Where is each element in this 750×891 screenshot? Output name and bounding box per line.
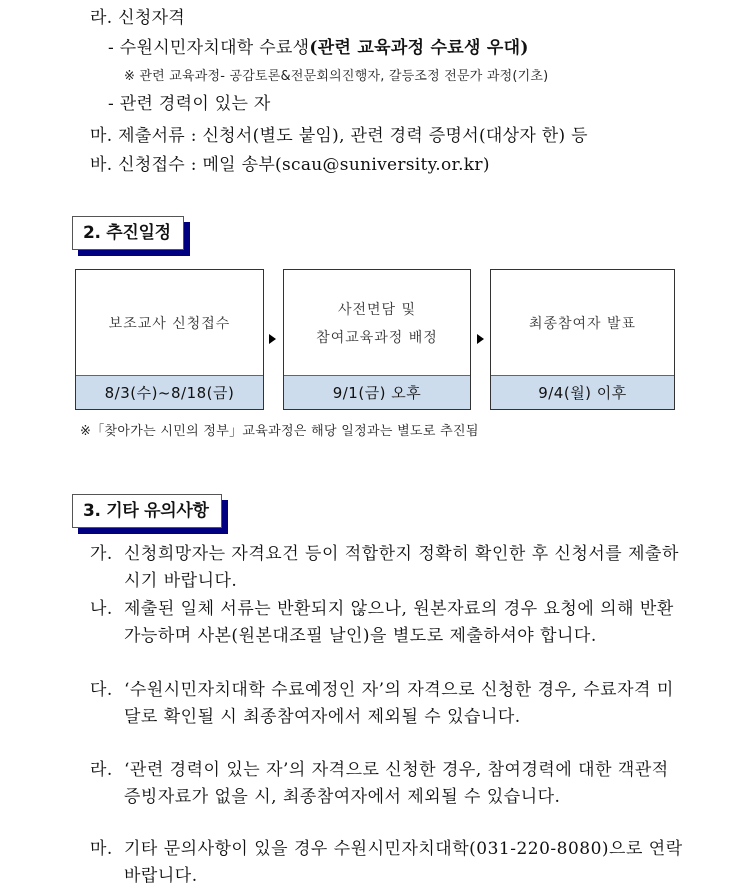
item-text: ‘관련 경력이 있는 자’의 자격으로 신청한 경우, 참여경력에 대한 객관적 증빙자료가 없을 시, 최종참여자에서 제외될 수 있습니다. [124, 760, 669, 807]
graduates-preference: (관련 교육과정 수료생 우대) [309, 38, 529, 58]
schedule-step-application [75, 269, 264, 410]
item-marker: 나. [90, 599, 113, 619]
item-marker: 마. [90, 839, 113, 859]
step-date: 9/4(월) 이후 [491, 375, 674, 409]
item-marker: 다. [90, 680, 113, 700]
step-date: 9/1(금) 오후 [284, 375, 470, 409]
arrow-right-icon [269, 334, 276, 344]
step-label-line: 보조교사 신청접수 [108, 315, 231, 332]
step-label-line: 참여교육과정 배정 [316, 329, 438, 346]
required-documents: 마. 제출서류 : 신청서(별도 붙임), 관련 경력 증명서(대상자 한) 등 [90, 126, 588, 146]
qualification-heading: 라. 신청자격 [90, 8, 186, 28]
step-date: 8/3(수)~8/18(금) [76, 375, 263, 409]
item-marker: 가. [90, 544, 113, 564]
schedule-step-interview [283, 269, 471, 410]
section-title-schedule: 2. 추진일정 [72, 216, 184, 250]
notice-item [90, 757, 690, 811]
notice-item [90, 596, 690, 650]
item-text: ‘수원시민자치대학 수료예정인 자’의 자격으로 신청한 경우, 수료자격 미달로 확인될 시 최종참여자에서 제외될 수 있습니다. [124, 680, 674, 727]
step-label [284, 270, 470, 377]
notice-item [90, 836, 690, 890]
related-courses-note: ※ 관련 교육과정- 공감토론&전문회의진행자, 갈등조정 전문가 과정(기초) [124, 69, 549, 84]
section-title-notices: 3. 기타 유의사항 [72, 494, 222, 528]
schedule-step-announcement [490, 269, 675, 410]
qualification-bullet-experience: - 관련 경력이 있는 자 [108, 94, 271, 114]
item-text: 기타 문의사항이 있을 경우 수원시민자치대학(031-220-8080)으로 연락 바랍니다. [124, 839, 683, 886]
graduates-text: - 수원시민자치대학 수료생 [108, 38, 310, 58]
schedule-note: ※「찾아가는 시민의 정부」교육과정은 해당 일정과는 별도로 추진됨 [80, 424, 479, 439]
arrow-right-icon [477, 334, 484, 344]
step-label [76, 270, 263, 377]
step-label-line: 최종참여자 발표 [528, 315, 637, 332]
item-text: 신청희망자는 자격요건 등이 적합한지 정확히 확인한 후 신청서를 제출하시기 바랍니다. [124, 544, 679, 591]
step-label [491, 270, 674, 377]
notice-item [90, 541, 690, 595]
step-label-line: 사전면담 및 [337, 301, 417, 318]
item-text: 제출된 일체 서류는 반환되지 않으나, 원본자료의 경우 요청에 의해 반환 가능하며 사본(원본대조필 날인)을 별도로 제출하셔야 합니다. [124, 599, 674, 646]
item-marker: 라. [90, 760, 113, 780]
application-submission: 바. 신청접수 : 메일 송부(scau@suniversity.or.kr) [90, 155, 490, 175]
qualification-bullet-graduates [108, 36, 529, 60]
notice-item [90, 677, 690, 731]
